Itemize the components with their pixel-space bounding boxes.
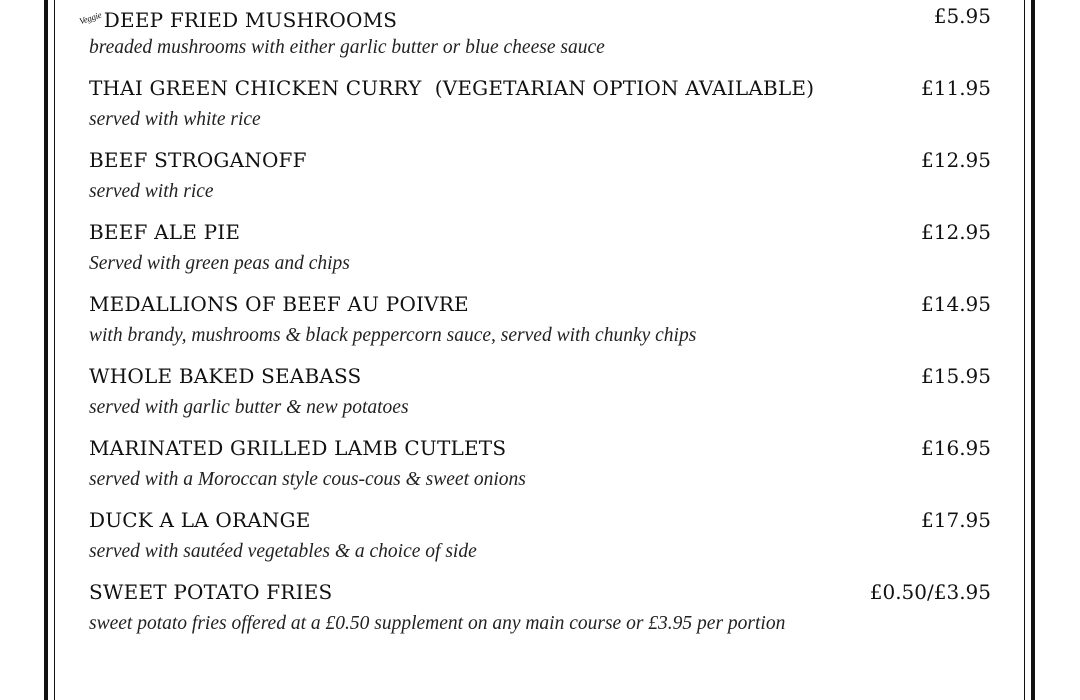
item-description: sweet potato fries offered at a £0.50 supplement on any main course or £3.95 per portion [89, 613, 786, 634]
menu-item-whole-baked-seabass [89, 364, 991, 436]
item-description: Served with green peas and chips [89, 253, 350, 274]
item-price: £11.95 [921, 76, 991, 100]
item-name: BEEF ALE PIE [89, 220, 241, 244]
menu-item-lamb-cutlets [89, 436, 991, 508]
item-description: served with white rice [89, 109, 261, 130]
item-name: SWEET POTATO FRIES [89, 580, 333, 604]
menu-list [78, 4, 991, 652]
item-price: £12.95 [921, 220, 991, 244]
item-name: WHOLE BAKED SEABASS [89, 364, 362, 388]
menu-item-beef-stroganoff [89, 148, 991, 220]
menu-item-duck-a-la-orange [89, 508, 991, 580]
item-price: £0.50/£3.95 [869, 580, 991, 604]
menu-item-deep-fried-mushrooms [78, 4, 991, 76]
item-description: served with sautéed vegetables & a choice of side [89, 541, 477, 562]
item-description: served with a Moroccan style cous-cous & sweet onions [89, 469, 526, 490]
item-name: THAI GREEN CHICKEN CURRY (VEGETARIAN OPTION AVAILABLE) [89, 76, 815, 100]
item-name: BEEF STROGANOFF [89, 148, 307, 172]
menu-item-medallions-of-beef [89, 292, 991, 364]
item-price: £16.95 [921, 436, 991, 460]
item-description: served with garlic butter & new potatoes [89, 397, 409, 418]
menu-item-thai-green-chicken-curry [89, 76, 991, 148]
item-price: £14.95 [921, 292, 991, 316]
item-name: MEDALLIONS OF BEEF AU POIVRE [89, 292, 469, 316]
veggie-badge: Veggie [78, 9, 103, 27]
item-price: £5.95 [933, 4, 991, 28]
item-name: MARINATED GRILLED LAMB CUTLETS [89, 436, 507, 460]
item-description: with brandy, mushrooms & black peppercorn sauce, served with chunky chips [89, 325, 697, 346]
item-price: £12.95 [921, 148, 991, 172]
item-name: Veggie DEEP FRIED MUSHROOMS [78, 8, 398, 32]
item-price: £15.95 [921, 364, 991, 388]
item-description: served with rice [89, 181, 214, 202]
item-price: £17.95 [921, 508, 991, 532]
menu-item-sweet-potato-fries [89, 580, 991, 652]
menu-item-beef-ale-pie [89, 220, 991, 292]
item-name: DUCK A LA ORANGE [89, 508, 311, 532]
item-description: breaded mushrooms with either garlic butter or blue cheese sauce [89, 37, 605, 58]
